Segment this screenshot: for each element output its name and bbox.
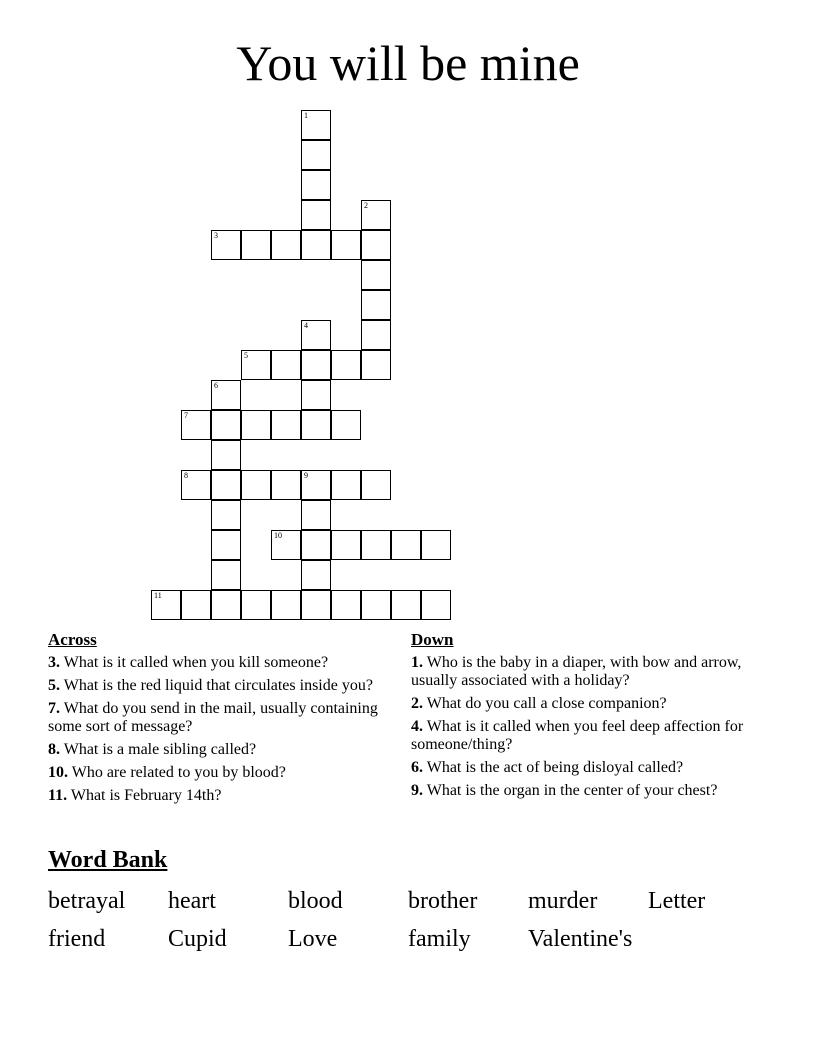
grid-cell[interactable] [211, 530, 241, 560]
grid-cell[interactable] [211, 440, 241, 470]
clue-number: 7. [48, 700, 60, 717]
grid-cell[interactable] [331, 590, 361, 620]
clue-number: 8. [48, 741, 60, 758]
clue-number: 4 [304, 321, 308, 330]
down-clue [411, 782, 751, 800]
word-bank-word: murder [528, 888, 598, 914]
clue-number: 2 [364, 201, 368, 210]
grid-cell[interactable] [211, 590, 241, 620]
word-bank-word: family [408, 926, 471, 952]
grid-cell[interactable] [361, 590, 391, 620]
clue-number: 3 [214, 231, 218, 240]
clue-text: What is the act of being disloyal called? [423, 759, 684, 776]
across-clue [48, 677, 388, 695]
clue-number: 5. [48, 677, 60, 694]
grid-cell[interactable] [421, 590, 451, 620]
grid-cell[interactable] [271, 470, 301, 500]
grid-cell[interactable] [361, 260, 391, 290]
across-clue [48, 741, 388, 759]
grid-cell[interactable] [211, 410, 241, 440]
grid-cell[interactable] [301, 170, 331, 200]
across-clue [48, 700, 388, 736]
clue-number: 4. [411, 718, 423, 735]
grid-cell[interactable] [241, 410, 271, 440]
grid-cell[interactable] [241, 590, 271, 620]
grid-cell[interactable] [301, 500, 331, 530]
clue-text: What is it called when you feel deep affection for someone/thing? [411, 718, 744, 753]
grid-cell[interactable] [301, 200, 331, 230]
grid-cell[interactable] [301, 350, 331, 380]
grid-cell[interactable] [301, 530, 331, 560]
grid-cell[interactable] [241, 470, 271, 500]
clue-text: Who is the baby in a diaper, with bow and arrow, usually associated with a holiday? [411, 654, 742, 689]
grid-cell[interactable] [301, 560, 331, 590]
clue-number: 6 [214, 381, 218, 390]
grid-cell[interactable] [361, 290, 391, 320]
clue-number: 2. [411, 695, 423, 712]
word-bank-word: friend [48, 926, 106, 952]
grid-cell[interactable] [181, 470, 211, 500]
down-clue-list [411, 654, 751, 805]
down-clue [411, 718, 751, 754]
grid-cell[interactable] [361, 320, 391, 350]
grid-cell[interactable] [391, 590, 421, 620]
down-heading: Down [411, 630, 454, 649]
clue-text: What do you send in the mail, usually containing some sort of message? [48, 700, 378, 735]
word-bank-heading: Word Bank [48, 847, 168, 873]
clue-number: 6. [411, 759, 423, 776]
grid-cell[interactable] [361, 200, 391, 230]
across-clue [48, 787, 388, 805]
grid-cell[interactable] [421, 530, 451, 560]
grid-cell[interactable] [331, 470, 361, 500]
clue-number: 5 [244, 351, 248, 360]
down-clue [411, 654, 751, 690]
grid-cell[interactable] [211, 470, 241, 500]
grid-cell[interactable] [301, 590, 331, 620]
grid-cell[interactable] [241, 230, 271, 260]
clue-text: What do you call a close companion? [423, 695, 667, 712]
grid-cell[interactable] [361, 230, 391, 260]
grid-cell[interactable] [301, 230, 331, 260]
grid-cell[interactable] [151, 590, 181, 620]
grid-cell[interactable] [301, 380, 331, 410]
grid-cell[interactable] [211, 380, 241, 410]
grid-cell[interactable] [331, 230, 361, 260]
grid-cell[interactable] [181, 410, 211, 440]
clue-text: Who are related to you by blood? [68, 764, 286, 781]
grid-cell[interactable] [271, 350, 301, 380]
clue-number: 11 [154, 591, 162, 600]
clue-number: 9. [411, 782, 423, 799]
grid-cell[interactable] [361, 530, 391, 560]
word-bank-word: brother [408, 888, 478, 914]
grid-cell[interactable] [271, 590, 301, 620]
clue-number: 1 [304, 111, 308, 120]
word-bank-word: heart [168, 888, 216, 914]
grid-cell[interactable] [271, 530, 301, 560]
grid-cell[interactable] [181, 590, 211, 620]
puzzle-title: You will be mine [236, 35, 580, 91]
clue-number: 1. [411, 654, 423, 671]
grid-cell[interactable] [391, 530, 421, 560]
grid-cell[interactable] [211, 500, 241, 530]
down-clue [411, 759, 751, 777]
across-heading: Across [48, 630, 97, 649]
grid-cell[interactable] [361, 350, 391, 380]
word-bank-word: Love [288, 926, 338, 952]
down-clue [411, 695, 751, 713]
clue-number: 8 [184, 471, 188, 480]
across-clue [48, 764, 388, 782]
grid-cell[interactable] [211, 560, 241, 590]
clue-number: 10 [274, 531, 282, 540]
word-bank-word: Cupid [168, 926, 227, 952]
grid-cell[interactable] [331, 410, 361, 440]
clue-number: 10. [48, 764, 68, 781]
word-bank-list [48, 882, 768, 958]
clue-text: What is a male sibling called? [60, 741, 257, 758]
grid-cell[interactable] [301, 470, 331, 500]
grid-cell[interactable] [301, 410, 331, 440]
word-bank-word: Letter [648, 888, 706, 914]
clue-number: 11. [48, 787, 68, 804]
grid-cell[interactable] [301, 110, 331, 140]
grid-cell[interactable] [361, 470, 391, 500]
word-bank-word: blood [288, 888, 343, 914]
word-bank-word: betrayal [48, 888, 126, 914]
clue-text: What is the red liquid that circulates inside you? [60, 677, 373, 694]
grid-cell[interactable] [331, 350, 361, 380]
clue-text: What is the organ in the center of your chest? [423, 782, 718, 799]
clue-number: 7 [184, 411, 188, 420]
grid-cell[interactable] [331, 530, 361, 560]
clue-text: What is it called when you kill someone? [60, 654, 329, 671]
grid-cell[interactable] [271, 410, 301, 440]
word-bank-word: Valentine's [528, 926, 633, 952]
clue-text: What is February 14th? [67, 787, 222, 804]
clue-number: 9 [304, 471, 308, 480]
across-clue [48, 654, 388, 672]
grid-cell[interactable] [301, 320, 331, 350]
across-clue-list [48, 654, 388, 810]
grid-cell[interactable] [301, 140, 331, 170]
grid-cell[interactable] [241, 350, 271, 380]
clue-number: 3. [48, 654, 60, 671]
grid-cell[interactable] [271, 230, 301, 260]
grid-cell[interactable] [211, 230, 241, 260]
